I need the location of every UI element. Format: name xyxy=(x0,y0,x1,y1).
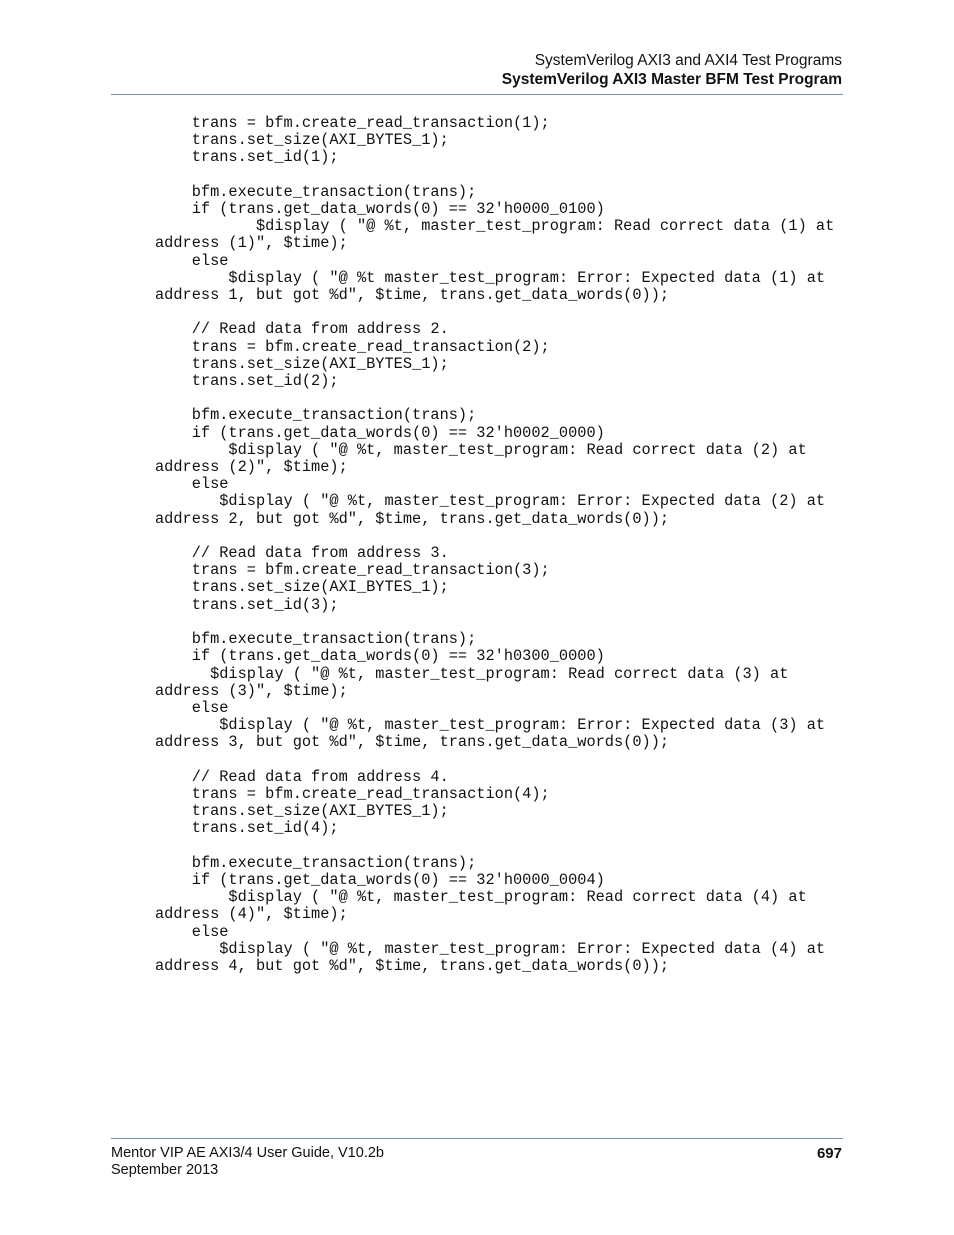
running-header xyxy=(502,51,842,89)
code-line: trans = bfm.create_read_transaction(4); xyxy=(155,784,550,803)
code-line: $display ( "@ %t, master_test_program: Read correct data (3) at xyxy=(155,664,789,683)
code-line: trans.set_size(AXI_BYTES_1); xyxy=(155,578,449,597)
code-line: address 2, but got %d", $time, trans.get_data_words(0)); xyxy=(155,509,670,528)
code-listing xyxy=(155,115,834,975)
code-line: $display ( "@ %t, master_test_program: Read correct data (4) at xyxy=(155,888,807,907)
code-line: bfm.execute_transaction(trans); xyxy=(155,853,477,872)
code-line: if (trans.get_data_words(0) == 32'h0002_0000) xyxy=(155,423,605,442)
code-line: trans = bfm.create_read_transaction(2); xyxy=(155,337,550,356)
code-line: $display ( "@ %t, master_test_program: Error: Expected data (3) at xyxy=(155,716,826,735)
code-line: $display ( "@ %t, master_test_program: Error: Expected data (2) at xyxy=(155,492,826,511)
code-line: address (3)", $time); xyxy=(155,681,348,700)
code-line: $display ( "@ %t, master_test_program: Error: Expected data (4) at xyxy=(155,939,826,958)
code-line: trans.set_id(4); xyxy=(155,819,339,838)
code-line: trans.set_size(AXI_BYTES_1); xyxy=(155,131,449,150)
code-line: trans.set_id(1); xyxy=(155,148,339,167)
code-line: address 4, but got %d", $time, trans.get_data_words(0)); xyxy=(155,956,670,975)
code-line: address (1)", $time); xyxy=(155,234,348,253)
footer-info xyxy=(111,1145,384,1179)
code-line: else xyxy=(155,475,229,494)
code-line: trans.set_size(AXI_BYTES_1); xyxy=(155,802,449,821)
page-number: 697 xyxy=(816,1145,842,1162)
code-line: // Read data from address 3. xyxy=(155,544,449,563)
code-line: bfm.execute_transaction(trans); xyxy=(155,406,477,425)
code-line: bfm.execute_transaction(trans); xyxy=(155,630,477,649)
code-line: if (trans.get_data_words(0) == 32'h0300_0000) xyxy=(155,647,605,666)
code-line: else xyxy=(155,922,229,941)
code-line: // Read data from address 2. xyxy=(155,320,449,339)
code-line: $display ( "@ %t master_test_program: Error: Expected data (1) at xyxy=(155,268,826,287)
guide-title: Mentor VIP AE AXI3/4 User Guide, V10.2b xyxy=(111,1145,384,1161)
chapter-title: SystemVerilog AXI3 and AXI4 Test Programs xyxy=(534,52,842,69)
code-line: if (trans.get_data_words(0) == 32'h0000_0100) xyxy=(155,200,605,219)
code-line: $display ( "@ %t, master_test_program: Read correct data (1) at xyxy=(155,217,835,236)
code-line: address 1, but got %d", $time, trans.get_data_words(0)); xyxy=(155,286,670,305)
publication-date: September 2013 xyxy=(111,1162,219,1178)
code-line: trans = bfm.create_read_transaction(1); xyxy=(155,114,550,132)
section-title: SystemVerilog AXI3 Master BFM Test Program xyxy=(501,71,842,88)
code-line: address (4)", $time); xyxy=(155,905,348,924)
header-rule xyxy=(111,94,843,95)
code-line: else xyxy=(155,251,229,270)
code-line: if (trans.get_data_words(0) == 32'h0000_0004) xyxy=(155,870,605,889)
code-line: trans = bfm.create_read_transaction(3); xyxy=(155,561,550,580)
code-line: else xyxy=(155,698,229,717)
code-line: trans.set_id(3); xyxy=(155,595,339,614)
footer-rule xyxy=(111,1138,843,1139)
code-line: address (2)", $time); xyxy=(155,458,348,477)
code-line: address 3, but got %d", $time, trans.get_data_words(0)); xyxy=(155,733,670,752)
code-line: trans.set_id(2); xyxy=(155,372,339,391)
code-line: $display ( "@ %t, master_test_program: Read correct data (2) at xyxy=(155,440,807,459)
code-line: // Read data from address 4. xyxy=(155,767,449,786)
code-line: trans.set_size(AXI_BYTES_1); xyxy=(155,354,449,373)
code-line: bfm.execute_transaction(trans); xyxy=(155,182,477,201)
